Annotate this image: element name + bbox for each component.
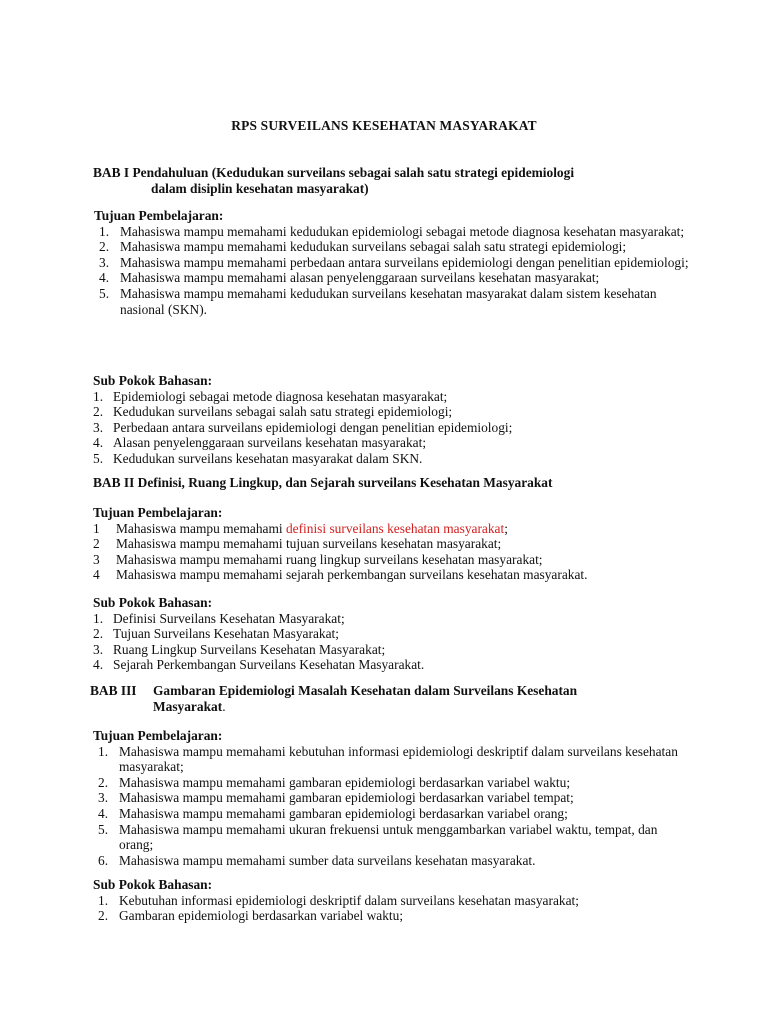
bab3-label: BAB III [90, 683, 137, 698]
highlighted-text: definisi surveilans kesehatan masyarakat [285, 520, 505, 536]
list-item: 1. Epidemiologi sebagai metode diagnosa kesehatan masyarakat; [93, 388, 448, 404]
list-item: 3. Perbedaan antara surveilans epidemiologi dengan penelitian epidemiologi; [93, 419, 513, 435]
list-item: 2. Mahasiswa mampu memahami gambaran epidemiologi berdasarkan variabel waktu; [98, 774, 571, 790]
list-item: 1. Kebutuhan informasi epidemiologi deskriptif dalam surveilans kesehatan masyarakat; [98, 892, 579, 908]
bab3-heading-line1: Gambaran Epidemiologi Masalah Kesehatan dalam Surveilans Kesehatan [153, 683, 578, 698]
bab3-tujuan-label: Tujuan Pembelajaran: [93, 728, 223, 743]
list-item: 2. Kedudukan surveilans sebagai salah satu strategi epidemiologi; [93, 404, 453, 420]
list-item: 4. Mahasiswa mampu memahami alasan penyelenggaraan surveilans kesehatan masyarakat; [99, 270, 600, 286]
bab2-tujuan-section [93, 505, 693, 583]
list-item: 2. Mahasiswa mampu memahami kedudukan surveilans sebagai salah satu strategi epidemiologi; [99, 239, 627, 255]
bab3-heading-line2: Masyarakat [153, 698, 223, 714]
bab3-sub-section [93, 877, 693, 924]
bab1-tujuan-list [94, 224, 694, 318]
bab1-heading-line1: BAB I Pendahuluan (Kedudukan surveilans sebagai salah satu strategi epidemiologi [93, 165, 575, 180]
list-item: 1. Definisi Surveilans Kesehatan Masyarakat; [93, 610, 345, 626]
list-item: 4. Alasan penyelenggaraan surveilans kesehatan masyarakat; [93, 435, 427, 451]
bab1-tujuan-label: Tujuan Pembelajaran: [94, 208, 224, 223]
list-item: 6. Mahasiswa mampu memahami sumber data surveilans kesehatan masyarakat. [98, 852, 536, 868]
bab2-sub-section [93, 595, 693, 673]
list-item: 4. Sejarah Perkembangan Surveilans Kesehatan Masyarakat. [93, 657, 425, 673]
bab1-sub-list [93, 389, 693, 467]
list-item: 2 Mahasiswa mampu memahami tujuan surveilans kesehatan masyarakat; [93, 536, 502, 552]
bab2-heading: BAB II Definisi, Ruang Lingkup, dan Sejarah surveilans Kesehatan Masyarakat [93, 475, 553, 490]
list-item: 4. Mahasiswa mampu memahami gambaran epidemiologi berdasarkan variabel orang; [98, 805, 568, 821]
list-item: 3. Ruang Lingkup Surveilans Kesehatan Masyarakat; [93, 641, 386, 657]
bab2-tujuan-label: Tujuan Pembelajaran: [93, 505, 223, 520]
bab3-sub-list [93, 893, 693, 924]
bab3-sub-label: Sub Pokok Bahasan: [93, 877, 213, 892]
document-title: RPS SURVEILANS KESEHATAN MASYARAKAT [231, 118, 537, 133]
list-item: 1. Mahasiswa mampu memahami kedudukan epidemiologi sebagai metode diagnosa kesehatan masyarakat; [99, 223, 685, 239]
bab3-heading: BAB III Gambaran Epidemiologi Masalah Kesehatan dalam Surveilans Kesehatan Masyarakat. [90, 683, 578, 714]
bab1-sub-section [93, 373, 693, 467]
bab1-heading [93, 165, 693, 196]
list-item: 1 Mahasiswa mampu memahami definisi surveilans kesehatan masyarakat; [93, 520, 508, 536]
bab3-tujuan-list [93, 744, 693, 869]
list-item: 5. Mahasiswa mampu memahami kedudukan surveilans kesehatan masyarakat dalam sistem kesehatan nasional (SKN). [99, 285, 657, 317]
bab1-heading-line2: dalam disiplin kesehatan masyarakat) [151, 180, 369, 196]
list-item: 5. Mahasiswa mampu memahami ukuran frekuensi untuk menggambarkan variabel waktu, tempat, dan orang; [98, 821, 658, 853]
list-item: 3. Mahasiswa mampu memahami perbedaan antara surveilans epidemiologi dengan penelitian epidemiologi; [99, 254, 689, 270]
bab2-sub-label: Sub Pokok Bahasan: [93, 595, 213, 610]
list-item: 5. Kedudukan surveilans kesehatan masyarakat dalam SKN. [93, 450, 423, 466]
list-item: 3. Mahasiswa mampu memahami gambaran epidemiologi berdasarkan variabel tempat; [98, 790, 574, 806]
bab3-tujuan-section [93, 728, 693, 868]
list-item: 2. Gambaran epidemiologi berdasarkan variabel waktu; [98, 908, 404, 924]
list-item: 1. Mahasiswa mampu memahami kebutuhan informasi epidemiologi deskriptif dalam surveilans kesehatan masyarakat; [98, 743, 678, 775]
bab1-tujuan-section [94, 208, 694, 317]
bab2-tujuan-list [93, 521, 693, 583]
bab2-sub-list [93, 611, 693, 673]
bab1-sub-label: Sub Pokok Bahasan: [93, 373, 213, 388]
list-item: 3 Mahasiswa mampu memahami ruang lingkup surveilans kesehatan masyarakat; [93, 551, 543, 567]
list-item: 4 Mahasiswa mampu memahami sejarah perkembangan surveilans kesehatan masyarakat. [93, 567, 588, 583]
list-item: 2. Tujuan Surveilans Kesehatan Masyarakat; [93, 626, 339, 642]
